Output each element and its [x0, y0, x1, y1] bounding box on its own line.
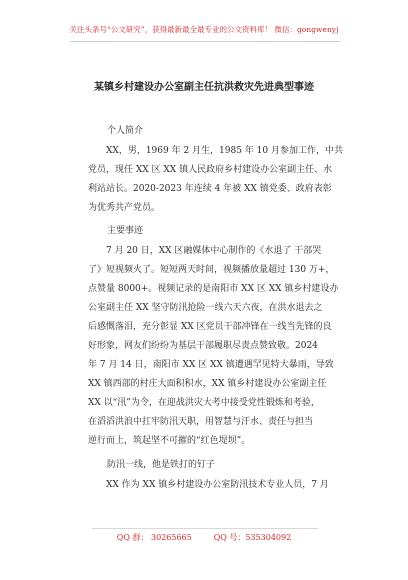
- header-banner: 关注头条号“公文研究”，获得最新最全最专业的公文资料库！ 微信：gongwenyj: [69, 25, 339, 34]
- header-divider: [70, 41, 340, 42]
- paragraph-line: 在滔滔洪浪中扛牢防汛天职，用智慧与汗水、责任与担当: [88, 417, 314, 427]
- deeds-heading: 主要事迹: [107, 226, 144, 236]
- profile-heading: 个人简介: [107, 126, 144, 136]
- paragraph-line: 后感慨落泪，充分彰显 XX 区党员干部冲锋在一线当先锋的良: [88, 322, 332, 332]
- paragraph-line: XX 以“汛”为令，在迎战洪灾大考中接受党性锻炼和考验，: [88, 398, 320, 408]
- paragraph-line: 年 7 月 14 日，南阳市 XX 区 XX 镇遭遇罕见特大暴雨，导致: [88, 360, 334, 370]
- paragraph-line: 7 月 20 日，XX 区融媒体中心制作的《水退了 干部哭: [106, 246, 322, 256]
- footer-divider: [92, 528, 318, 529]
- footer-qq-number: QQ 号：535304092: [213, 533, 292, 542]
- paragraph-line: 逆行而上，筑起坚不可摧的“红色堤坝”。: [88, 436, 251, 446]
- paragraph-line: 党员，现任 XX 区 XX 镇人民政府乡村建设办公室副主任、水: [88, 165, 333, 175]
- paragraph-line: XX 作为 XX 镇乡村建设办公室防汛技术专业人员，7 月: [106, 480, 329, 490]
- subheading: 防汛一线，他是铁打的钉子: [107, 460, 216, 470]
- paragraph-line: XX，男，1969 年 2 月生，1985 年 10 月参加工作，中共: [106, 146, 343, 156]
- profile-paragraph: [88, 142, 348, 218]
- footer-qq-group: QQ 群： 30265665: [116, 533, 192, 542]
- paragraph-line: XX 镇西部的村庄大面积积水，XX 镇乡村建设办公室副主任: [88, 379, 327, 389]
- paragraph-line: 公室副主任 XX 坚守防汛抢险一线六天六夜，在洪水退去之: [88, 303, 323, 313]
- sub-paragraph: [88, 476, 348, 495]
- document-title: 某镇乡村建设办公室副主任抗洪救灾先进典型事迹: [94, 82, 314, 93]
- paragraph-line: 为优秀共产党员。: [88, 203, 161, 213]
- paragraph-line: 点赞量 8000+。视频记录的是南阳市 XX 区 XX 镇乡村建设办: [88, 284, 339, 294]
- paragraph-line: 了》短视频火了。短短两天时间，视频播放量超过 130 万+，: [88, 265, 335, 275]
- paragraph-line: 利站站长。2020-2023 年连续 4 年被 XX 镇党委、政府表彰: [88, 184, 332, 194]
- deeds-paragraph: [88, 242, 348, 451]
- paragraph-line: 好形象，网友们纷纷为基层干部履职尽责点赞致敬。2024: [88, 341, 318, 351]
- footer: [0, 532, 408, 543]
